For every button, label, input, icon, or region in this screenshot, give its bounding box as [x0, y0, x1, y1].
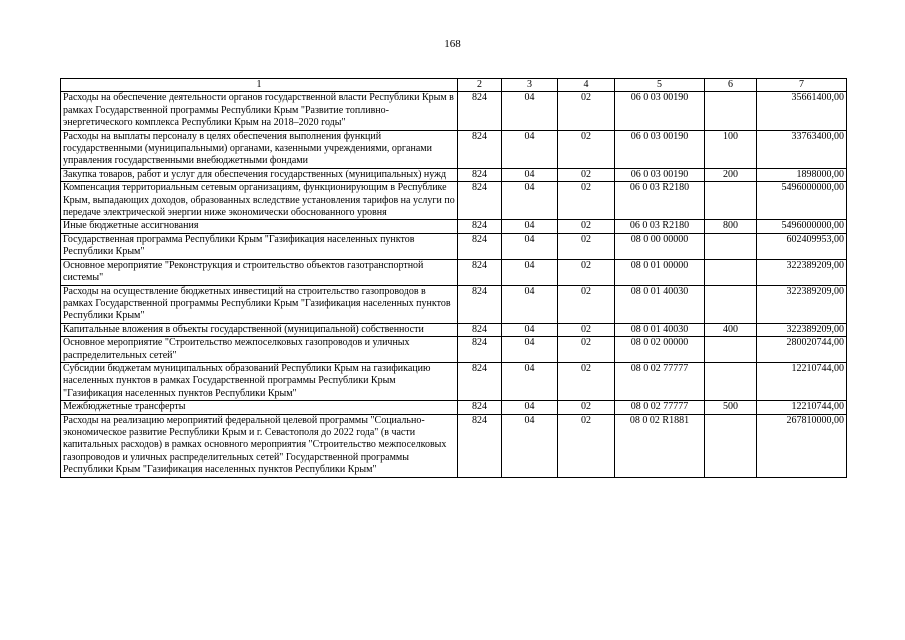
row-target-article: 06 0 03 00190: [615, 92, 705, 130]
row-expense-type: [705, 92, 757, 130]
row-description: Компенсация территориальным сетевым организациям, функционирующим в Республике Крым, выпадающих доходов, образованных вследствие установления тарифов на услуги по передаче электрической энергии ниже экономически обоснованного уровня: [61, 182, 458, 220]
row-amount: 35661400,00: [757, 92, 847, 130]
row-amount: 12210744,00: [757, 401, 847, 414]
row-expense-type: 100: [705, 130, 757, 168]
row-amount: 322389209,00: [757, 323, 847, 336]
row-subsection: 02: [558, 233, 615, 259]
row-ministry-code: 824: [458, 285, 502, 323]
row-ministry-code: 824: [458, 182, 502, 220]
row-section: 04: [502, 92, 558, 130]
row-ministry-code: 824: [458, 414, 502, 477]
row-subsection: 02: [558, 285, 615, 323]
row-amount: 5496000000,00: [757, 220, 847, 233]
row-expense-type: [705, 414, 757, 477]
col-header-3: 3: [502, 79, 558, 92]
row-subsection: 02: [558, 259, 615, 285]
row-description: Расходы на реализацию мероприятий федеральной целевой программы "Социально-экономическое развитие Республики Крым и г. Севастополя до 2022 года" (в части капитальных расходов) в рамках основного мероприятия "Строительство межпоселковых газопроводов и уличных распределительных сетей" Государственной программы Республики Крым "Газификация населенных пунктов Республики Крым": [61, 414, 458, 477]
row-section: 04: [502, 220, 558, 233]
row-subsection: 02: [558, 414, 615, 477]
row-description: Расходы на обеспечение деятельности органов государственной власти Республики Крым в рамках Государственной программы Республики Крым "Развитие топливно-энергетического комплекса Республики Крым на 2018–2020 годы": [61, 92, 458, 130]
table-row: [61, 414, 847, 477]
row-description: Государственная программа Республики Крым "Газификация населенных пунктов Республики Крым": [61, 233, 458, 259]
row-subsection: 02: [558, 168, 615, 181]
row-expense-type: [705, 233, 757, 259]
table-row: [61, 182, 847, 220]
row-description: Расходы на осуществление бюджетных инвестиций на строительство газопроводов в рамках Государственной программы Республики Крым "Газификация населенных пунктов Республики Крым": [61, 285, 458, 323]
col-header-1: 1: [61, 79, 458, 92]
row-section: 04: [502, 323, 558, 336]
row-expense-type: [705, 182, 757, 220]
row-amount: 602409953,00: [757, 233, 847, 259]
row-section: 04: [502, 182, 558, 220]
row-amount: 267810000,00: [757, 414, 847, 477]
col-header-6: 6: [705, 79, 757, 92]
row-section: 04: [502, 168, 558, 181]
table-row: [61, 92, 847, 130]
row-subsection: 02: [558, 337, 615, 363]
row-section: 04: [502, 337, 558, 363]
row-description: Субсидии бюджетам муниципальных образований Республики Крым на газификацию населенных пунктов в рамках Государственной программы Республики Крым "Газификация населенных пунктов Республики Крым": [61, 362, 458, 400]
row-expense-type: [705, 362, 757, 400]
row-ministry-code: 824: [458, 259, 502, 285]
row-description: Капитальные вложения в объекты государственной (муниципальной) собственности: [61, 323, 458, 336]
col-header-5: 5: [615, 79, 705, 92]
row-ministry-code: 824: [458, 220, 502, 233]
row-target-article: 08 0 02 77777: [615, 401, 705, 414]
row-ministry-code: 824: [458, 233, 502, 259]
row-target-article: 08 0 02 R1881: [615, 414, 705, 477]
row-target-article: 06 0 03 R2180: [615, 220, 705, 233]
row-expense-type: 400: [705, 323, 757, 336]
row-expense-type: [705, 285, 757, 323]
row-ministry-code: 824: [458, 323, 502, 336]
header-row: [61, 79, 847, 92]
row-target-article: 06 0 03 R2180: [615, 182, 705, 220]
row-section: 04: [502, 285, 558, 323]
row-subsection: 02: [558, 92, 615, 130]
row-subsection: 02: [558, 220, 615, 233]
table-row: [61, 362, 847, 400]
row-amount: 322389209,00: [757, 259, 847, 285]
row-section: 04: [502, 414, 558, 477]
row-subsection: 02: [558, 130, 615, 168]
row-ministry-code: 824: [458, 92, 502, 130]
row-target-article: 06 0 03 00190: [615, 168, 705, 181]
table-row: [61, 323, 847, 336]
row-description: Основное мероприятие "Реконструкция и строительство объектов газотранспортной системы": [61, 259, 458, 285]
table-row: [61, 168, 847, 181]
row-ministry-code: 824: [458, 168, 502, 181]
row-target-article: 08 0 01 40030: [615, 323, 705, 336]
row-description: Закупка товаров, работ и услуг для обеспечения государственных (муниципальных) нужд: [61, 168, 458, 181]
row-target-article: 08 0 02 77777: [615, 362, 705, 400]
row-target-article: 08 0 01 00000: [615, 259, 705, 285]
row-amount: 5496000000,00: [757, 182, 847, 220]
col-header-7: 7: [757, 79, 847, 92]
row-subsection: 02: [558, 182, 615, 220]
row-section: 04: [502, 233, 558, 259]
row-amount: 12210744,00: [757, 362, 847, 400]
row-ministry-code: 824: [458, 337, 502, 363]
row-section: 04: [502, 401, 558, 414]
row-expense-type: [705, 259, 757, 285]
row-amount: 33763400,00: [757, 130, 847, 168]
row-expense-type: 800: [705, 220, 757, 233]
row-amount: 1898000,00: [757, 168, 847, 181]
table-row: [61, 337, 847, 363]
col-header-2: 2: [458, 79, 502, 92]
row-expense-type: 500: [705, 401, 757, 414]
table-row: [61, 401, 847, 414]
row-subsection: 02: [558, 401, 615, 414]
page-number: 168: [444, 38, 461, 50]
col-header-4: 4: [558, 79, 615, 92]
row-section: 04: [502, 259, 558, 285]
table-row: [61, 259, 847, 285]
row-subsection: 02: [558, 323, 615, 336]
budget-table: [60, 78, 847, 478]
row-expense-type: [705, 337, 757, 363]
row-target-article: 08 0 01 40030: [615, 285, 705, 323]
row-amount: 322389209,00: [757, 285, 847, 323]
table-row: [61, 130, 847, 168]
table-row: [61, 285, 847, 323]
row-ministry-code: 824: [458, 130, 502, 168]
row-section: 04: [502, 130, 558, 168]
row-ministry-code: 824: [458, 401, 502, 414]
row-amount: 280020744,00: [757, 337, 847, 363]
row-description: Иные бюджетные ассигнования: [61, 220, 458, 233]
row-target-article: 08 0 02 00000: [615, 337, 705, 363]
row-section: 04: [502, 362, 558, 400]
row-expense-type: 200: [705, 168, 757, 181]
row-target-article: 06 0 03 00190: [615, 130, 705, 168]
table-row: [61, 233, 847, 259]
row-description: Расходы на выплаты персоналу в целях обеспечения выполнения функций государственными (муниципальными) органами, казенными учреждениями, органами управления государственными внебюджетными фондами: [61, 130, 458, 168]
row-subsection: 02: [558, 362, 615, 400]
row-description: Основное мероприятие "Строительство межпоселковых газопроводов и уличных распределительных сетей": [61, 337, 458, 363]
row-ministry-code: 824: [458, 362, 502, 400]
row-description: Межбюджетные трансферты: [61, 401, 458, 414]
table-row: [61, 220, 847, 233]
row-target-article: 08 0 00 00000: [615, 233, 705, 259]
